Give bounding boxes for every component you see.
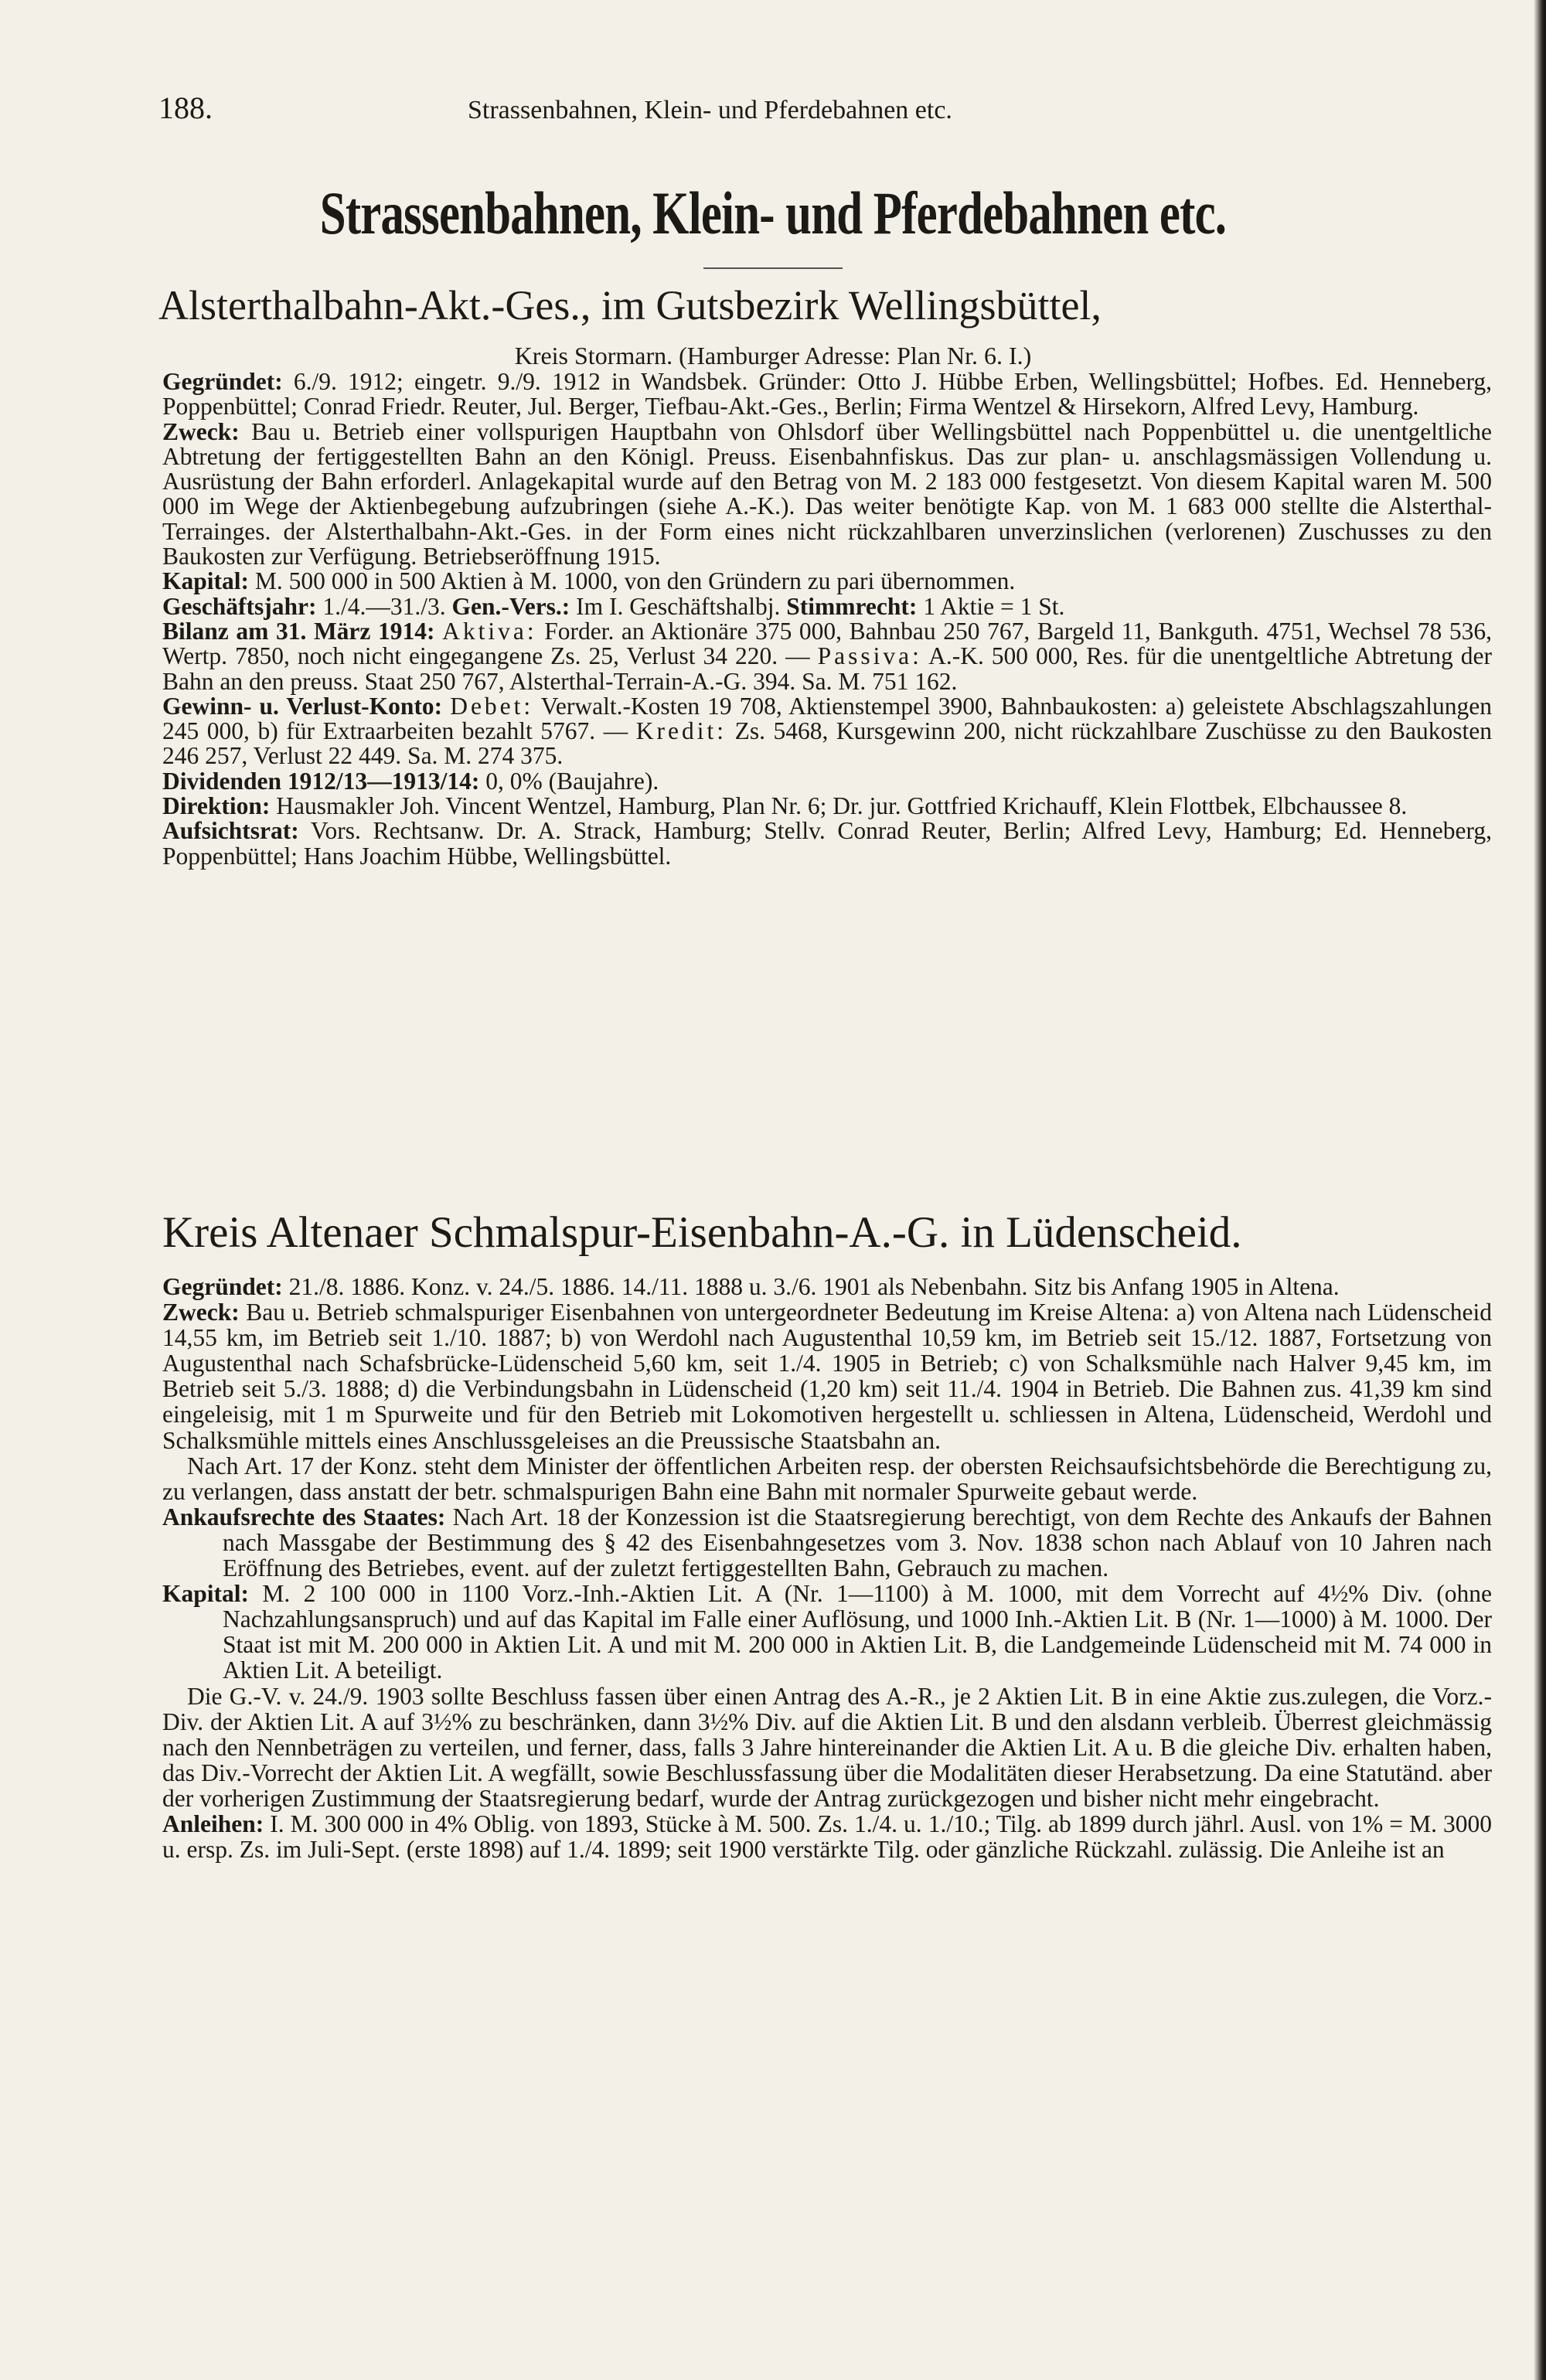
- capital-text: M. 2 100 000 in 1100 Vorz.-Inh.-Aktien Lit. A (Nr. 1—1100) à M. 1000, mit dem Vorrecht auf 4½% Div. (ohne Nachzahlungsanspruch) und auf das Kapital im Falle einer Auflösung, und 1000 Inh.-Aktien Lit. B (Nr. 1—1000) à M. 1000. Der Staat ist mit M. 200 000 in Aktien Lit. A und mit M. 200 000 in Aktien Lit. B, die Landgemeinde Lüdenscheid mit M. 74 000 in Aktien Lit. A beteiligt.: [223, 1580, 1492, 1684]
- founded-text: 6./9. 1912; eingetr. 9./9. 1912 in Wandsbek. Gründer: Otto J. Hübbe Erben, Wellingsbüttel; Hofbes. Ed. Henneberg, Poppenbüttel; Conrad Friedr. Reuter, Jul. Berger, Tiefbau-Akt.-Ges., Berlin; Firma Wentzel & Hirsekorn, Alfred Levy, Hamburg.: [162, 368, 1492, 421]
- purchase-rights-label: Ankaufsrechte des Staates:: [162, 1503, 446, 1530]
- section-title: Strassenbahnen, Klein- und Pferdebahnen etc.: [319, 179, 1227, 247]
- page-number: 188.: [158, 90, 213, 125]
- profit-loss-paragraph: [162, 694, 1492, 769]
- company-1-title: Alsterthalbahn-Akt.-Ges., im Gutsbezirk Wellingsbüttel,: [158, 282, 1102, 329]
- vote-label: Stimmrecht:: [786, 592, 918, 620]
- purpose-text: Bau u. Betrieb schmalspuriger Eisenbahnen von untergeordneter Bedeutung im Kreise Altena: a) von Altena nach Lüdenscheid 14,55 km, im Betrieb seit 1./10. 1887; b) von Werdohl nach Augustenthal 10,59 km, im Betrieb seit 15./12. 1887, Fortsetzung von Augustenthal nach Schafsbrücke-Lüdenscheid 5,60 km, seit 1./4. 1905 in Betrieb; c) von Schalksmühle nach Halver 9,45 km, im Betrieb seit 5./3. 1888; d) die Verbindungsbahn in Lüdenscheid (1,20 km) seit 11./4. 1904 in Betrieb. Die Bahnen zus. 41,39 km sind eingeleisig, mit 1 m Spurweite und für den Betrieb mit Lokomotiven hergestellt u. schliessen in Altena, Lüdenscheid, Werdohl und Schalksmühle mittels eines Anschlussgeleises an die Preussische Staatsbahn an.: [162, 1299, 1492, 1454]
- capital-paragraph: [162, 569, 1492, 594]
- company-2-body: [162, 1274, 1492, 1862]
- balance-label: Bilanz am 31. März 1914:: [162, 617, 435, 645]
- fiscal-paragraph: [162, 594, 1492, 619]
- running-title: Strassenbahnen, Klein- und Pferdebahnen etc.: [468, 96, 952, 124]
- dividend-paragraph: [162, 769, 1492, 794]
- company-2-title: Kreis Altenaer Schmalspur-Eisenbahn-A.-G. in Lüdenscheid.: [162, 1208, 1242, 1257]
- balance-assets-word: Aktiva:: [442, 617, 537, 645]
- profit-loss-credit-text: Zs. 5468, Kursgewinn 200, nicht rückzahlbare Zuschüsse zu den Baukosten 246 257, Verlust 22 449. Sa. M. 274 375.: [162, 717, 1492, 770]
- fiscal-label: Geschäftsjahr:: [162, 592, 317, 620]
- balance-paragraph: [162, 619, 1492, 694]
- board-label: Direktion:: [162, 792, 271, 820]
- profit-loss-label: Gewinn- u. Verlust-Konto:: [162, 692, 443, 720]
- founded-paragraph: [162, 1274, 1492, 1299]
- company-1-body: [162, 369, 1492, 869]
- founded-label: Gegründet:: [162, 368, 283, 395]
- title-rule: [703, 267, 843, 269]
- loans-text: I. M. 300 000 in 4% Oblig. von 1893, Stücke à M. 500. Zs. 1./4. u. 1./10.; Tilg. ab 1899 durch jährl. Ausl. von 1% = M. 3000 u. ersp. Zs. im Juli-Sept. (erste 1898) auf 1./4. 1899; seit 1900 verstärkte Tilg. oder gänzliche Rückzahl. zulässig. Die Anleihe ist an: [162, 1810, 1492, 1864]
- founded-text: 21./8. 1886. Konz. v. 24./5. 1886. 14./11. 1888 u. 3./6. 1901 als Nebenbahn. Sitz bis Anfang 1905 in Altena.: [282, 1273, 1340, 1300]
- vote-text: 1 Aktie = 1 St.: [917, 592, 1065, 620]
- purpose-paragraph: [162, 1299, 1492, 1453]
- capital-text: M. 500 000 in 500 Aktien à M. 1000, von den Gründern zu pari übernommen.: [249, 567, 1016, 595]
- running-head: [158, 90, 1473, 126]
- capital-label: Kapital:: [162, 1580, 250, 1608]
- supervisory-paragraph: [162, 819, 1492, 869]
- balance-liabilities-text: A.-K. 500 000, Res. für die unentgeltliche Abtretung der Bahn an den preuss. Staat 250 767, Alsterthal-Terrain-A.-G. 394. Sa. M. 751 162.: [162, 642, 1492, 695]
- supervisory-text: Vors. Rechtsanw. Dr. A. Strack, Hamburg; Stellv. Conrad Reuter, Berlin; Alfred Levy, Hamburg; Ed. Henneberg, Poppenbüttel; Hans Joachim Hübbe, Wellingsbüttel.: [162, 817, 1492, 870]
- capital-paragraph: [162, 1581, 1492, 1683]
- balance-liabilities-word: Passiva:: [817, 642, 922, 670]
- loans-label: Anleihen:: [162, 1810, 264, 1837]
- capital-label: Kapital:: [162, 567, 250, 595]
- board-text: Hausmakler Joh. Vincent Wentzel, Hamburg, Plan Nr. 6; Dr. jur. Gottfried Krichauff, Klein Flottbek, Elbchaussee 8.: [270, 792, 1408, 820]
- company-1-subtitle: Kreis Stormarn. (Hamburger Adresse: Plan Nr. 6. I.): [514, 342, 1032, 369]
- fiscal-text: 1./4.—31./3.: [316, 592, 452, 620]
- meeting-label: Gen.-Vers.:: [451, 592, 570, 620]
- purpose-label: Zweck:: [162, 1299, 240, 1326]
- purpose-paragraph: [162, 417, 1492, 570]
- balance-assets-text: Forder. an Aktionäre 375 000, Bahnbau 250 767, Bargeld 11, Bankguth. 4751, Wechsel 78 536, Wertp. 7850, noch nicht eingegangene Zs. 25, Verlust 34 220. —: [162, 617, 1493, 670]
- supervisory-label: Aufsichtsrat:: [162, 817, 299, 845]
- profit-loss-debit-word: Debet:: [450, 692, 534, 720]
- purchase-rights-text: Nach Art. 18 der Konzession ist die Staatsregierung berechtigt, von dem Rechte des Ankaufs der Bahnen nach Massgabe der Bestimmung des § 42 des Eisenbahngesetzes vom 3. Nov. 1838 schon nach Ablauf von 10 Jahren nach Eröffnung des Betriebes, event. auf der zuletzt fertiggestellten Bahn, Gebrauch zu machen.: [223, 1503, 1492, 1582]
- purpose-paragraph-2: Nach Art. 17 der Konz. steht dem Minister der öffentlichen Arbeiten resp. der obersten Reichsaufsichtsbehörde die Berechtigung zu, zu verlangen, dass anstatt der betr. schmalspurigen Bahn eine Bahn mit normaler Spurweite gebaut werde.: [162, 1452, 1492, 1505]
- dividend-text: 0, 0% (Baujahre).: [479, 767, 659, 795]
- meeting-text: Im I. Geschäftshalbj.: [570, 592, 787, 620]
- purchase-rights-paragraph: [162, 1504, 1492, 1581]
- dividend-label: Dividenden 1912/13—1913/14:: [162, 767, 480, 795]
- board-paragraph: [162, 794, 1492, 819]
- purpose-text: Bau u. Betrieb einer vollspurigen Hauptbahn von Ohlsdorf über Wellingsbüttel nach Poppenbüttel u. die unentgeltliche Abtretung der fertiggestellten Bahn an den Königl. Preuss. Eisenbahnfiskus. Das zur plan- u. anschlagsmässigen Vollendung u. Ausrüstung der Bahn erforderl. Anlagekapital wurde auf den Betrag von M. 2 183 000 festgesetzt. Von diesem Kapital waren M. 500 000 im Wege der Aktienbegebung aufzubringen (siehe A.-K.). Das weiter benötigte Kap. von M. 1 683 000 stellte die Alsterthal-Terrainges. der Alsterthalbahn-Akt.-Ges. in der Form eines nicht rückzahlbaren unverzinslichen (verlorenen) Zuschusses zu den Baukosten zur Verfügung. Betriebseröffnung 1915.: [162, 417, 1492, 570]
- founded-label: Gegründet:: [162, 1273, 283, 1300]
- purpose-label: Zweck:: [162, 417, 240, 445]
- capital-paragraph-2: Die G.-V. v. 24./9. 1903 sollte Beschluss fassen über einen Antrag des A.-R., je 2 Aktien Lit. B in eine Aktie zus.zulegen, die Vorz.-Div. der Aktien Lit. A auf 3½% zu beschränken, dann 3½% Div. auf die Aktien Lit. B und den alsdann verbleib. Überrest gleichmässig nach den Nennbeträgen zu verteilen, und ferner, dass, falls 3 Jahre hintereinander die Aktien Lit. A u. B die gleiche Div. erhalten haben, das Div.-Vorrecht der Aktien Lit. A wegfällt, sowie Beschlussfassung über die Modalitäten dieser Herabsetzung. Da eine Statutänd. aber der vorherigen Zustimmung der Staatsregierung bedarf, wurde der Antrag zurückgezogen und bisher nicht mehr eingebracht.: [162, 1682, 1492, 1812]
- profit-loss-debit-text: Verwalt.-Kosten 19 708, Aktienstempel 3900, Bahnbaukosten: a) geleistete Abschlagszahlungen 245 000, b) für Extraarbeiten bezahlt 5767. —: [162, 692, 1493, 745]
- profit-loss-credit-word: Kredit:: [635, 717, 727, 745]
- founded-paragraph: [162, 369, 1492, 420]
- loans-paragraph: [162, 1811, 1492, 1862]
